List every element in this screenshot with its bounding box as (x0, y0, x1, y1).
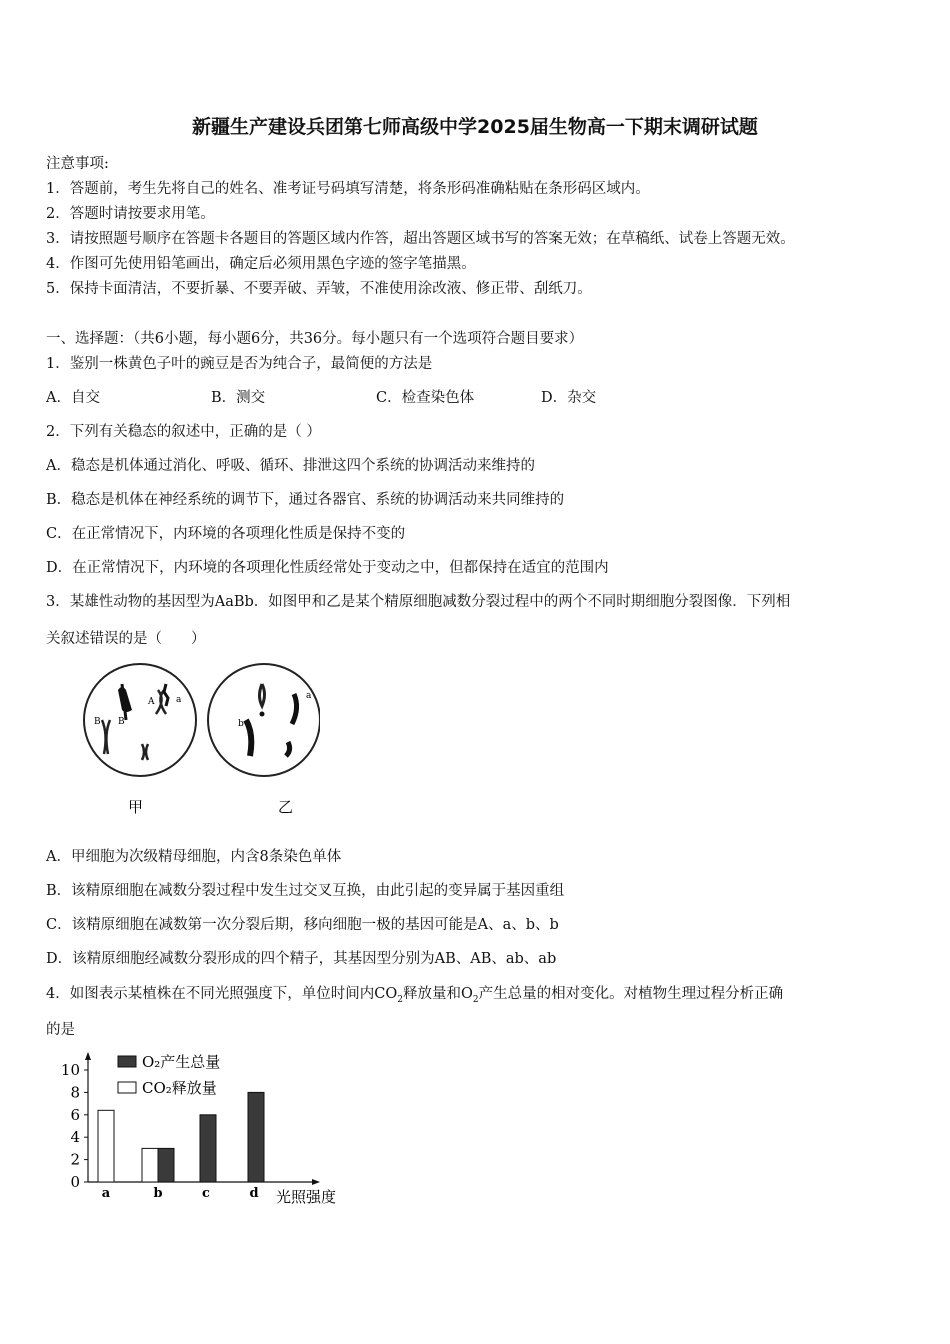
y-tick-label: 0 (70, 1173, 80, 1191)
bar-co2 (142, 1148, 158, 1182)
cell-yi (208, 664, 320, 816)
legend-label-co2: CO₂释放量 (142, 1079, 217, 1097)
q2-option-b[interactable]: B．稳态是机体在神经系统的调节下，通过各器官、系统的协调活动来共同维持的 (46, 492, 565, 508)
x-axis-label: 光照强度 (276, 1188, 337, 1206)
cell-division-figure (80, 662, 320, 822)
y-tick-label: 4 (70, 1128, 80, 1147)
notice-item: 5．保持卡面清洁，不要折暴、不要弄破、弄皱，不准使用涂改液、修正带、刮纸刀。 (46, 281, 592, 297)
q2-option-d[interactable]: D．在正常情况下，内环境的各项理化性质经常处于变动之中，但都保持在适宜的范围内 (46, 560, 609, 576)
bar-o2 (200, 1115, 216, 1182)
bar-o2 (158, 1148, 174, 1182)
page-title: 新疆生产建设兵团第七师高级中学2025届生物高一下期末调研试题 (192, 116, 758, 138)
chromosome-icon (142, 744, 148, 760)
legend-swatch-co2 (118, 1082, 136, 1093)
gene-label: b (238, 719, 244, 729)
chromosome-icon (286, 742, 290, 756)
q3-option-c[interactable]: C．该精原细胞在减数第一次分裂后期，移向细胞一极的基因可能是A、a、b、b (46, 917, 559, 933)
y-axis-arrow-icon (85, 1052, 91, 1060)
chromosome-icon (246, 720, 251, 756)
gene-label: a (176, 695, 182, 705)
chromosome-icon (102, 720, 110, 754)
notice-item: 3．请按照题号顺序在答题卡各题目的答题区域内作答，超出答题区域书写的答案无效；在草稿纸、试卷上答题无效。 (46, 231, 795, 247)
q4-stem: 4．如图表示某植株在不同光照强度下，单位时间内$CO_2$释放量和$O_2$产生总量的相对变化。对植物生理过程分析正确 (46, 986, 784, 1005)
q3-option-d[interactable]: D．该精原细胞经减数分裂形成的四个精子，其基因型分别为AB、AB、ab、ab (46, 951, 557, 967)
q2-option-c[interactable]: C．在正常情况下，内环境的各项理化性质是保持不变的 (46, 526, 406, 542)
gene-label: A (148, 697, 155, 707)
y-tick-label: 2 (70, 1150, 80, 1169)
q1-option-a[interactable]: A．自交 (46, 390, 100, 406)
q1-option-b[interactable]: B．测交 (211, 390, 266, 406)
notice-item: 1．答题前，考生先将自己的姓名、准考证号码填写清楚，将条形码准确粘贴在条形码区域内。 (46, 181, 650, 197)
legend-swatch-o2 (118, 1056, 136, 1067)
q2-option-a[interactable]: A．稳态是机体通过消化、呼吸、循环、排泄这四个系统的协调活动来维持的 (46, 458, 535, 474)
gene-label: a (306, 691, 312, 701)
chromosome-icon (260, 684, 265, 706)
gene-label: B (118, 717, 125, 727)
legend-label-o2: O₂产生总量 (142, 1053, 221, 1071)
figure-label-yi: 乙 (278, 798, 294, 816)
q3-stem: 3．某雄性动物的基因型为AaBb．如图甲和乙是某个精原细胞减数分裂过程中的两个不同时期细胞分裂图像．下列相 (46, 594, 791, 610)
q3-option-a[interactable]: A．甲细胞为次级精母细胞，内含8条染色单体 (46, 849, 342, 865)
q1-option-d[interactable]: D．杂交 (541, 390, 597, 406)
cell-jia (84, 664, 196, 816)
x-axis-arrow-icon (312, 1179, 320, 1185)
y-tick-label: 6 (70, 1105, 80, 1124)
x-tick-label: d (249, 1186, 259, 1201)
bar-o2 (248, 1092, 264, 1182)
notice-item: 4．作图可先使用铅笔画出，确定后必须用黑色字迹的签字笔描黑。 (46, 256, 476, 272)
notice-heading: 注意事项: (46, 156, 109, 172)
figure-label-jia: 甲 (128, 798, 144, 816)
q1-options (46, 386, 596, 407)
gene-label: B (94, 717, 101, 727)
y-tick-label: 8 (70, 1083, 80, 1102)
q2-stem: 2．下列有关稳态的叙述中，正确的是（ ） (46, 424, 321, 440)
bar-chart (44, 1046, 364, 1216)
x-tick-label: c (202, 1186, 210, 1201)
x-tick-label: b (153, 1186, 163, 1201)
q3-option-b[interactable]: B．该精原细胞在减数分裂过程中发生过交叉互换，由此引起的变异属于基因重组 (46, 883, 565, 899)
q4-stem-cont: 的是 (46, 1022, 75, 1038)
y-tick-label: 10 (60, 1061, 80, 1079)
chromosome-icon (292, 694, 297, 724)
notice-item: 2．答题时请按要求用笔。 (46, 206, 215, 222)
q1-stem: 1．鉴别一株黄色子叶的豌豆是否为纯合子，最简便的方法是 (46, 356, 433, 372)
x-tick-label: a (101, 1186, 111, 1201)
section-heading: 一、选择题：（共6小题，每小题6分，共36分。每小题只有一个选项符合题目要求） (46, 331, 584, 347)
q1-option-c[interactable]: C．检查染色体 (376, 390, 475, 406)
q3-stem-cont: 关叙述错误的是（ ） (46, 631, 206, 647)
bar-co2 (98, 1110, 114, 1182)
